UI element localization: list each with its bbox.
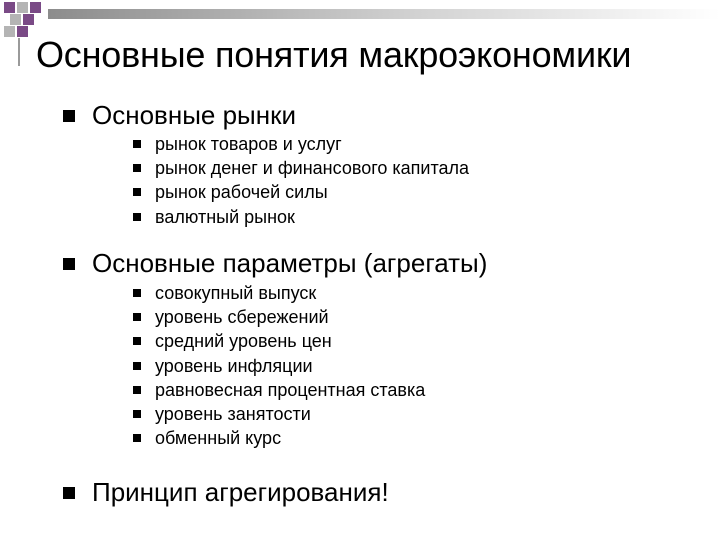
square-bullet-icon <box>63 110 75 122</box>
decor-square-grey-1 <box>17 2 28 13</box>
list-item <box>133 378 425 402</box>
square-bullet-icon <box>133 164 141 172</box>
decor-square-purple-1 <box>4 2 15 13</box>
list-item <box>133 205 469 229</box>
square-bullet-icon <box>133 337 141 345</box>
square-bullet-icon <box>133 140 141 148</box>
list-item <box>133 329 425 353</box>
list-item-label: совокупный выпуск <box>155 283 317 303</box>
square-bullet-icon <box>133 410 141 418</box>
list-item-label: рынок денег и финансового капитала <box>155 158 470 179</box>
square-bullet-icon <box>133 362 141 370</box>
section-heading-label: Основные параметры (агрегаты) <box>92 248 488 278</box>
section-heading-aggregates <box>63 248 487 279</box>
list-item-label: уровень занятости <box>155 403 311 424</box>
decor-square-purple-4 <box>17 26 28 37</box>
decor-square-grey-3 <box>4 26 15 37</box>
list-item-label: рынок товаров и услуг <box>155 134 342 154</box>
decor-square-purple-3 <box>23 14 34 25</box>
square-bullet-icon <box>133 313 141 321</box>
list-item <box>133 180 469 204</box>
section-heading-markets <box>63 100 296 131</box>
decor-top-bar <box>48 9 720 19</box>
slide-title: Основные понятия макроэкономики <box>36 34 632 75</box>
list-item <box>133 305 425 329</box>
list-item <box>133 156 469 180</box>
square-bullet-icon <box>133 188 141 196</box>
list-item <box>133 132 469 156</box>
square-bullet-icon <box>63 487 75 499</box>
square-bullet-icon <box>133 386 141 394</box>
markets-list <box>133 132 469 229</box>
decor-square-purple-2 <box>30 2 41 13</box>
list-item-label: уровень инфляции <box>155 355 313 376</box>
section-heading-label: Принцип агрегирования! <box>92 477 389 507</box>
list-item <box>133 402 425 426</box>
square-bullet-icon <box>63 258 75 270</box>
decor-square-grey-2 <box>10 14 21 25</box>
list-item <box>133 426 425 450</box>
decor-vertical-line <box>18 38 20 66</box>
list-item-label: уровень сбережений <box>155 307 329 328</box>
list-item-label: рынок рабочей силы <box>155 182 328 203</box>
square-bullet-icon <box>133 289 141 297</box>
section-heading-label: Основные рынки <box>92 100 296 130</box>
square-bullet-icon <box>133 434 141 442</box>
list-item-label: обменный курс <box>155 428 282 449</box>
square-bullet-icon <box>133 213 141 221</box>
list-item-label: равновесная процентная ставка <box>155 379 426 400</box>
list-item-label: средний уровень цен <box>155 331 332 352</box>
section-heading-aggregation-principle <box>63 477 389 508</box>
list-item <box>133 354 425 378</box>
list-item <box>133 281 425 305</box>
aggregates-list <box>133 281 425 450</box>
list-item-label: валютный рынок <box>155 206 295 227</box>
